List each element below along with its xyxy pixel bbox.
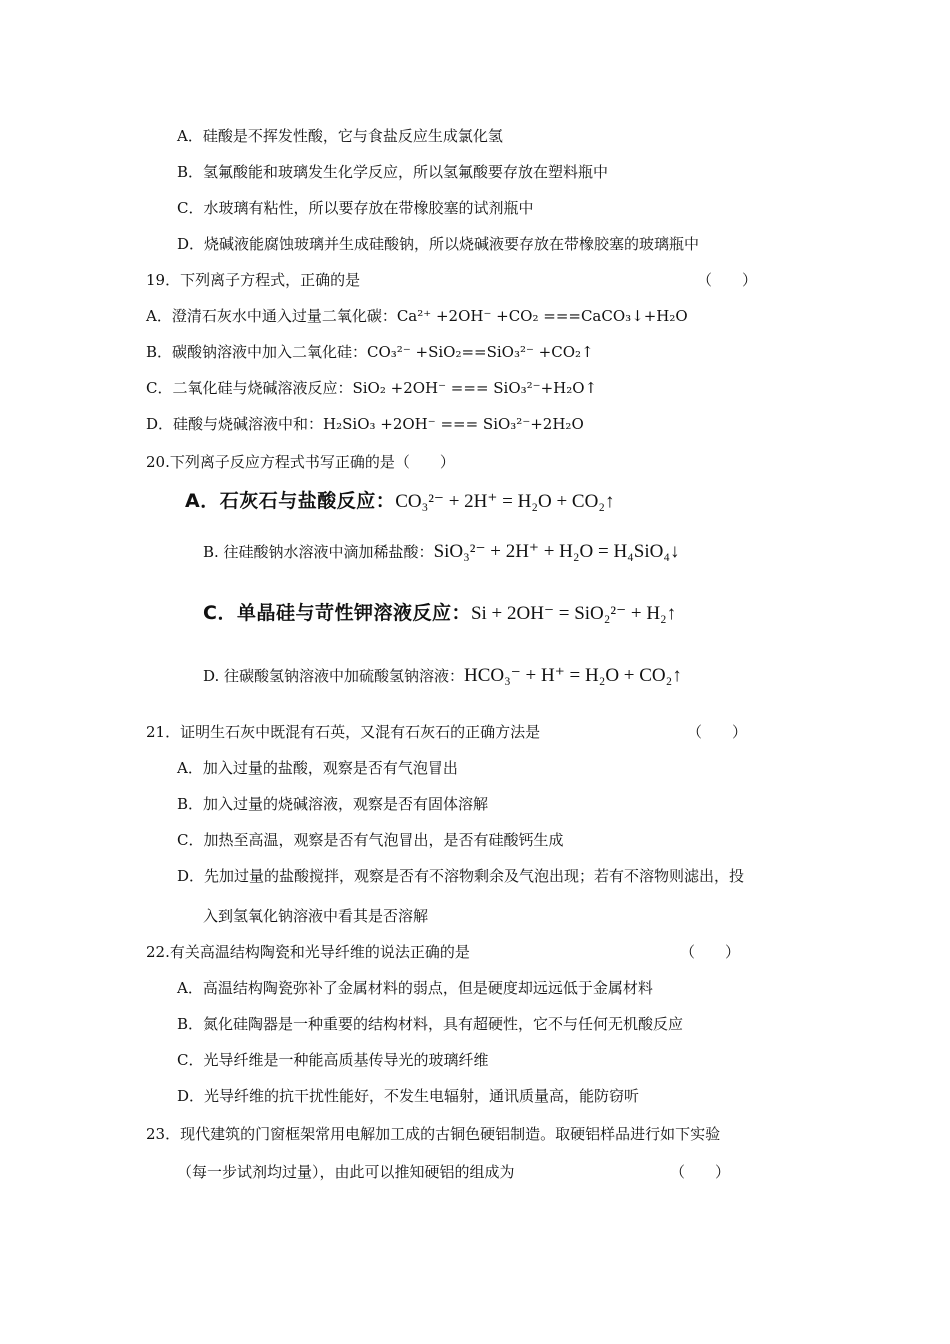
q20-option-a	[185, 486, 614, 513]
q21-option-d-line1: D．先加过量的盐酸搅拌，观察是否有不溶物剩余及气泡出现；若有不溶物则滤出，投	[177, 867, 745, 885]
q21-answer-paren: （ ）	[687, 723, 748, 741]
q20-option-c	[203, 598, 676, 625]
q20-option-b-equation: SiO₃²⁻ + 2H⁺ + H₂O = H₄SiO₄↓	[433, 541, 680, 562]
q21-stem: 21．证明生石灰中既混有石英，又混有石灰石的正确方法是	[146, 723, 541, 741]
q22-answer-paren: （ ）	[680, 943, 741, 961]
q21-option-d-line2: 入到氢氧化钠溶液中看其是否溶解	[203, 907, 429, 925]
q19-option-d: D．硅酸与烧碱溶液中和：H₂SiO₃ +2OH⁻ === SiO₃²⁻+2H₂O	[146, 415, 584, 433]
q23-answer-paren: （ ）	[670, 1163, 731, 1181]
q18-option-b: B．氢氟酸能和玻璃发生化学反应，所以氢氟酸要存放在塑料瓶中	[177, 163, 609, 181]
q19-option-a: A．澄清石灰水中通入过量二氧化碳：Ca²⁺ +2OH⁻ +CO₂ ===CaCO₃↓+H₂O	[146, 307, 688, 325]
q23-stem-line1: 23．现代建筑的门窗框架常用电解加工成的古铜色硬铝制造。取硬铝样品进行如下实验	[146, 1125, 721, 1143]
q19-stem: 19．下列离子方程式，正确的是	[146, 271, 361, 289]
q20-option-d	[203, 664, 682, 687]
q22-option-d: D．光导纤维的抗干扰性能好，不发生电辐射，通讯质量高，能防窃听	[177, 1087, 640, 1105]
q21-option-c: C．加热至高温，观察是否有气泡冒出，是否有硅酸钙生成	[177, 831, 564, 849]
q22-option-b: B．氮化硅陶器是一种重要的结构材料，具有超硬性，它不与任何无机酸反应	[177, 1015, 684, 1033]
q18-option-c: C．水玻璃有粘性，所以要存放在带橡胶塞的试剂瓶中	[177, 199, 534, 217]
q21-option-a: A．加入过量的盐酸，观察是否有气泡冒出	[177, 759, 458, 777]
q18-option-d: D．烧碱液能腐蚀玻璃并生成硅酸钠，所以烧碱液要存放在带橡胶塞的玻璃瓶中	[177, 235, 700, 253]
q20-option-b	[203, 540, 679, 563]
q22-stem: 22.有关高温结构陶瓷和光导纤维的说法正确的是	[146, 943, 470, 961]
q20-option-a-equation: CO₃²⁻ + 2H⁺ = H₂O + CO₂↑	[395, 491, 615, 512]
q20-option-d-label: D. 往碳酸氢钠溶液中加硫酸氢钠溶液：	[203, 667, 465, 685]
q20-option-d-equation: HCO₃⁻ + H⁺ = H₂O + CO₂↑	[464, 665, 682, 686]
q19-option-b: B．碳酸钠溶液中加入二氧化硅：CO₃²⁻ +SiO₂==SiO₃²⁻ +CO₂↑	[146, 343, 594, 361]
q19-option-c: C．二氧化硅与烧碱溶液反应：SiO₂ +2OH⁻ === SiO₃²⁻+H₂O↑	[146, 379, 598, 397]
q20-option-c-label: C．单晶硅与苛性钾溶液反应：	[203, 602, 471, 624]
q20-option-a-label: A．石灰石与盐酸反应：	[185, 490, 396, 512]
q22-option-c: C．光导纤维是一种能高质基传导光的玻璃纤维	[177, 1051, 489, 1069]
q22-option-a: A．高温结构陶瓷弥补了金属材料的弱点，但是硬度却远远低于金属材料	[177, 979, 653, 997]
q23-stem-line2: （每一步试剂均过量），由此可以推知硬铝的组成为	[177, 1163, 515, 1181]
q20-stem: 20.下列离子反应方程式书写正确的是（ ）	[146, 453, 455, 471]
q21-option-b: B．加入过量的烧碱溶液，观察是否有固体溶解	[177, 795, 489, 813]
q20-option-b-label: B. 往硅酸钠水溶液中滴加稀盐酸：	[203, 543, 434, 561]
q18-option-a: A．硅酸是不挥发性酸，它与食盐反应生成氯化氢	[177, 127, 503, 145]
q19-answer-paren: （ ）	[697, 271, 758, 289]
q20-option-c-equation: Si + 2OH⁻ = SiO₂²⁻ + H₂↑	[470, 603, 677, 624]
